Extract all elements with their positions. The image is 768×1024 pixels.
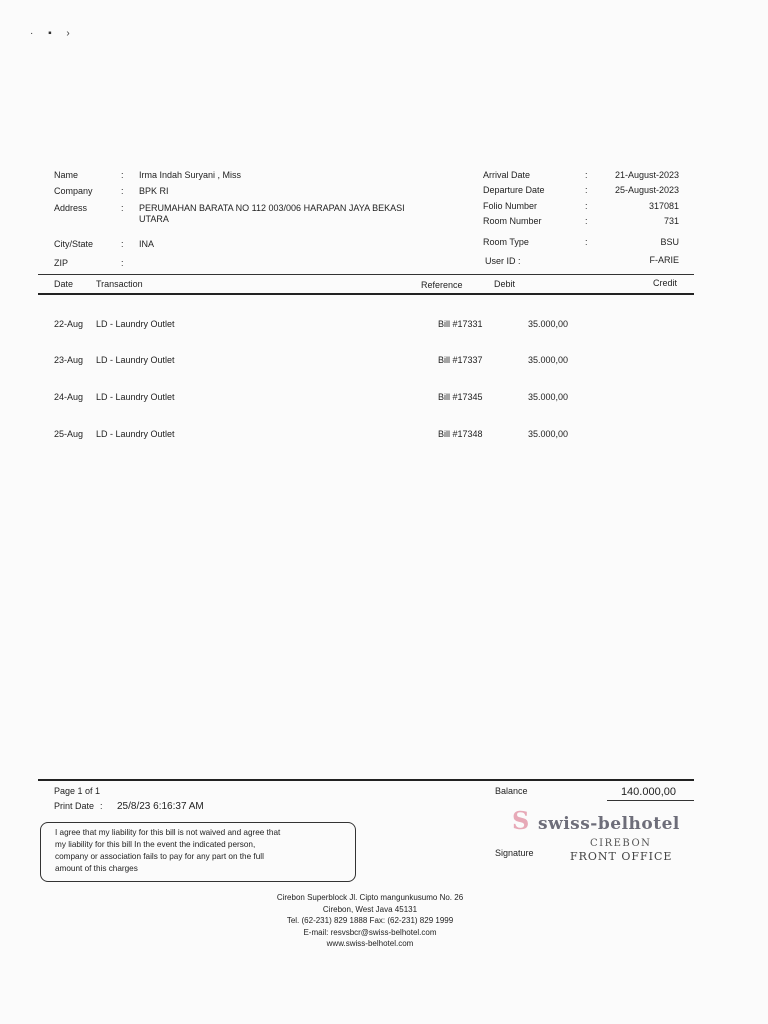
colon: : [121, 239, 124, 249]
user-value: F-ARIE [649, 255, 679, 265]
folio-value: 317081 [648, 201, 679, 211]
row-reference: Bill #17345 [438, 392, 483, 402]
footer-line: E-mail: resvsbcr@swiss-belhotel.com [303, 927, 437, 937]
table-row [0, 429, 768, 443]
notice-line: amount of this charges [55, 864, 138, 873]
room-value: 731 [663, 216, 679, 226]
row-debit: 35.000,00 [527, 355, 568, 365]
front-office-stamp [508, 800, 698, 866]
colon: : [585, 237, 588, 247]
table-row [0, 392, 768, 406]
colon: : [585, 216, 588, 226]
hotel-logo: swiss-belhotel [538, 814, 680, 834]
user-label: User ID : [485, 256, 521, 266]
departure-value: 25-August-2023 [614, 185, 679, 195]
arrival-label: Arrival Date [483, 170, 531, 180]
footer-line: Cirebon, West Java 45131 [322, 904, 418, 914]
footer-line: www.swiss-belhotel.com [326, 939, 414, 948]
row-transaction: LD - Laundry Outlet [96, 355, 175, 365]
row-debit: 35.000,00 [527, 319, 568, 329]
colon: : [121, 186, 124, 196]
footer-line: Tel. (62-231) 829 1888 Fax: (62-231) 829 1999 [286, 916, 454, 925]
col-credit-header: Credit [652, 278, 677, 288]
table-row [0, 319, 768, 333]
hotel-logo-mark: S [512, 806, 530, 835]
col-reference-header: Reference [421, 280, 463, 290]
address-label: Address [54, 203, 88, 213]
city-value: INA [139, 239, 155, 249]
header-top-rule [38, 274, 694, 275]
row-transaction: LD - Laundry Outlet [96, 392, 175, 402]
colon: : [585, 170, 588, 180]
notice-line: my liability for this bill In the event the indicated person, [55, 840, 256, 849]
row-reference: Bill #17337 [438, 355, 483, 365]
room-label: Room Number [483, 216, 542, 226]
row-transaction: LD - Laundry Outlet [96, 429, 175, 439]
company-value: BPK RI [139, 186, 169, 196]
row-date: 23-Aug [54, 355, 84, 365]
print-date-value: 25/8/23 6:16:37 AM [117, 801, 204, 812]
row-reference: Bill #17331 [438, 319, 483, 329]
guest-name: Irma Indah Suryani , Miss [139, 170, 242, 180]
roomtype-value: BSU [660, 237, 679, 247]
row-date: 22-Aug [54, 319, 84, 329]
notice-line: I agree that my liability for this bill is not waived and agree that [55, 828, 281, 837]
balance-label: Balance [495, 786, 528, 796]
address-line2: UTARA [139, 214, 169, 224]
balance-value: 140.000,00 [620, 786, 676, 798]
arrival-value: 21-August-2023 [614, 170, 679, 180]
colon: : [121, 203, 124, 213]
hotel-address-footer [230, 892, 510, 950]
page-indicator: Page 1 of 1 [54, 786, 101, 796]
row-reference: Bill #17348 [438, 429, 483, 439]
stamp-city: CIREBON [590, 838, 652, 849]
departure-label: Departure Date [483, 185, 545, 195]
scan-specks: · ▪ › [30, 28, 76, 39]
header-bottom-rule [38, 293, 694, 295]
colon: : [121, 258, 124, 268]
footer-line: Cirebon Superblock Jl. Cipto mangunkusumo No. 26 [276, 893, 464, 902]
roomtype-label: Room Type [483, 237, 529, 247]
city-label: City/State [54, 239, 94, 249]
folio-label: Folio Number [483, 201, 538, 211]
signature-label: Signature [495, 848, 534, 858]
zip-label: ZIP [54, 258, 69, 268]
col-transaction-header: Transaction [96, 279, 143, 289]
summary-top-rule [38, 779, 694, 781]
company-label: Company [54, 186, 93, 196]
colon: : [585, 185, 588, 195]
stamp-office: FRONT OFFICE [570, 850, 673, 863]
row-debit: 35.000,00 [527, 392, 568, 402]
row-transaction: LD - Laundry Outlet [96, 319, 175, 329]
notice-line: company or association fails to pay for any part on the full [55, 852, 264, 861]
col-date-header: Date [54, 279, 74, 289]
row-debit: 35.000,00 [527, 429, 568, 439]
row-date: 25-Aug [54, 429, 84, 439]
colon: : [100, 801, 103, 811]
colon: : [585, 201, 588, 211]
address-line1: PERUMAHAN BARATA NO 112 003/006 HARAPAN JAYA BEKASI [139, 203, 405, 213]
col-debit-header: Debit [494, 279, 516, 289]
row-date: 24-Aug [54, 392, 84, 402]
colon: : [121, 170, 124, 180]
table-row [0, 355, 768, 369]
name-label: Name [54, 170, 79, 180]
print-date-label: Print Date [54, 801, 95, 811]
liability-notice [40, 822, 356, 882]
